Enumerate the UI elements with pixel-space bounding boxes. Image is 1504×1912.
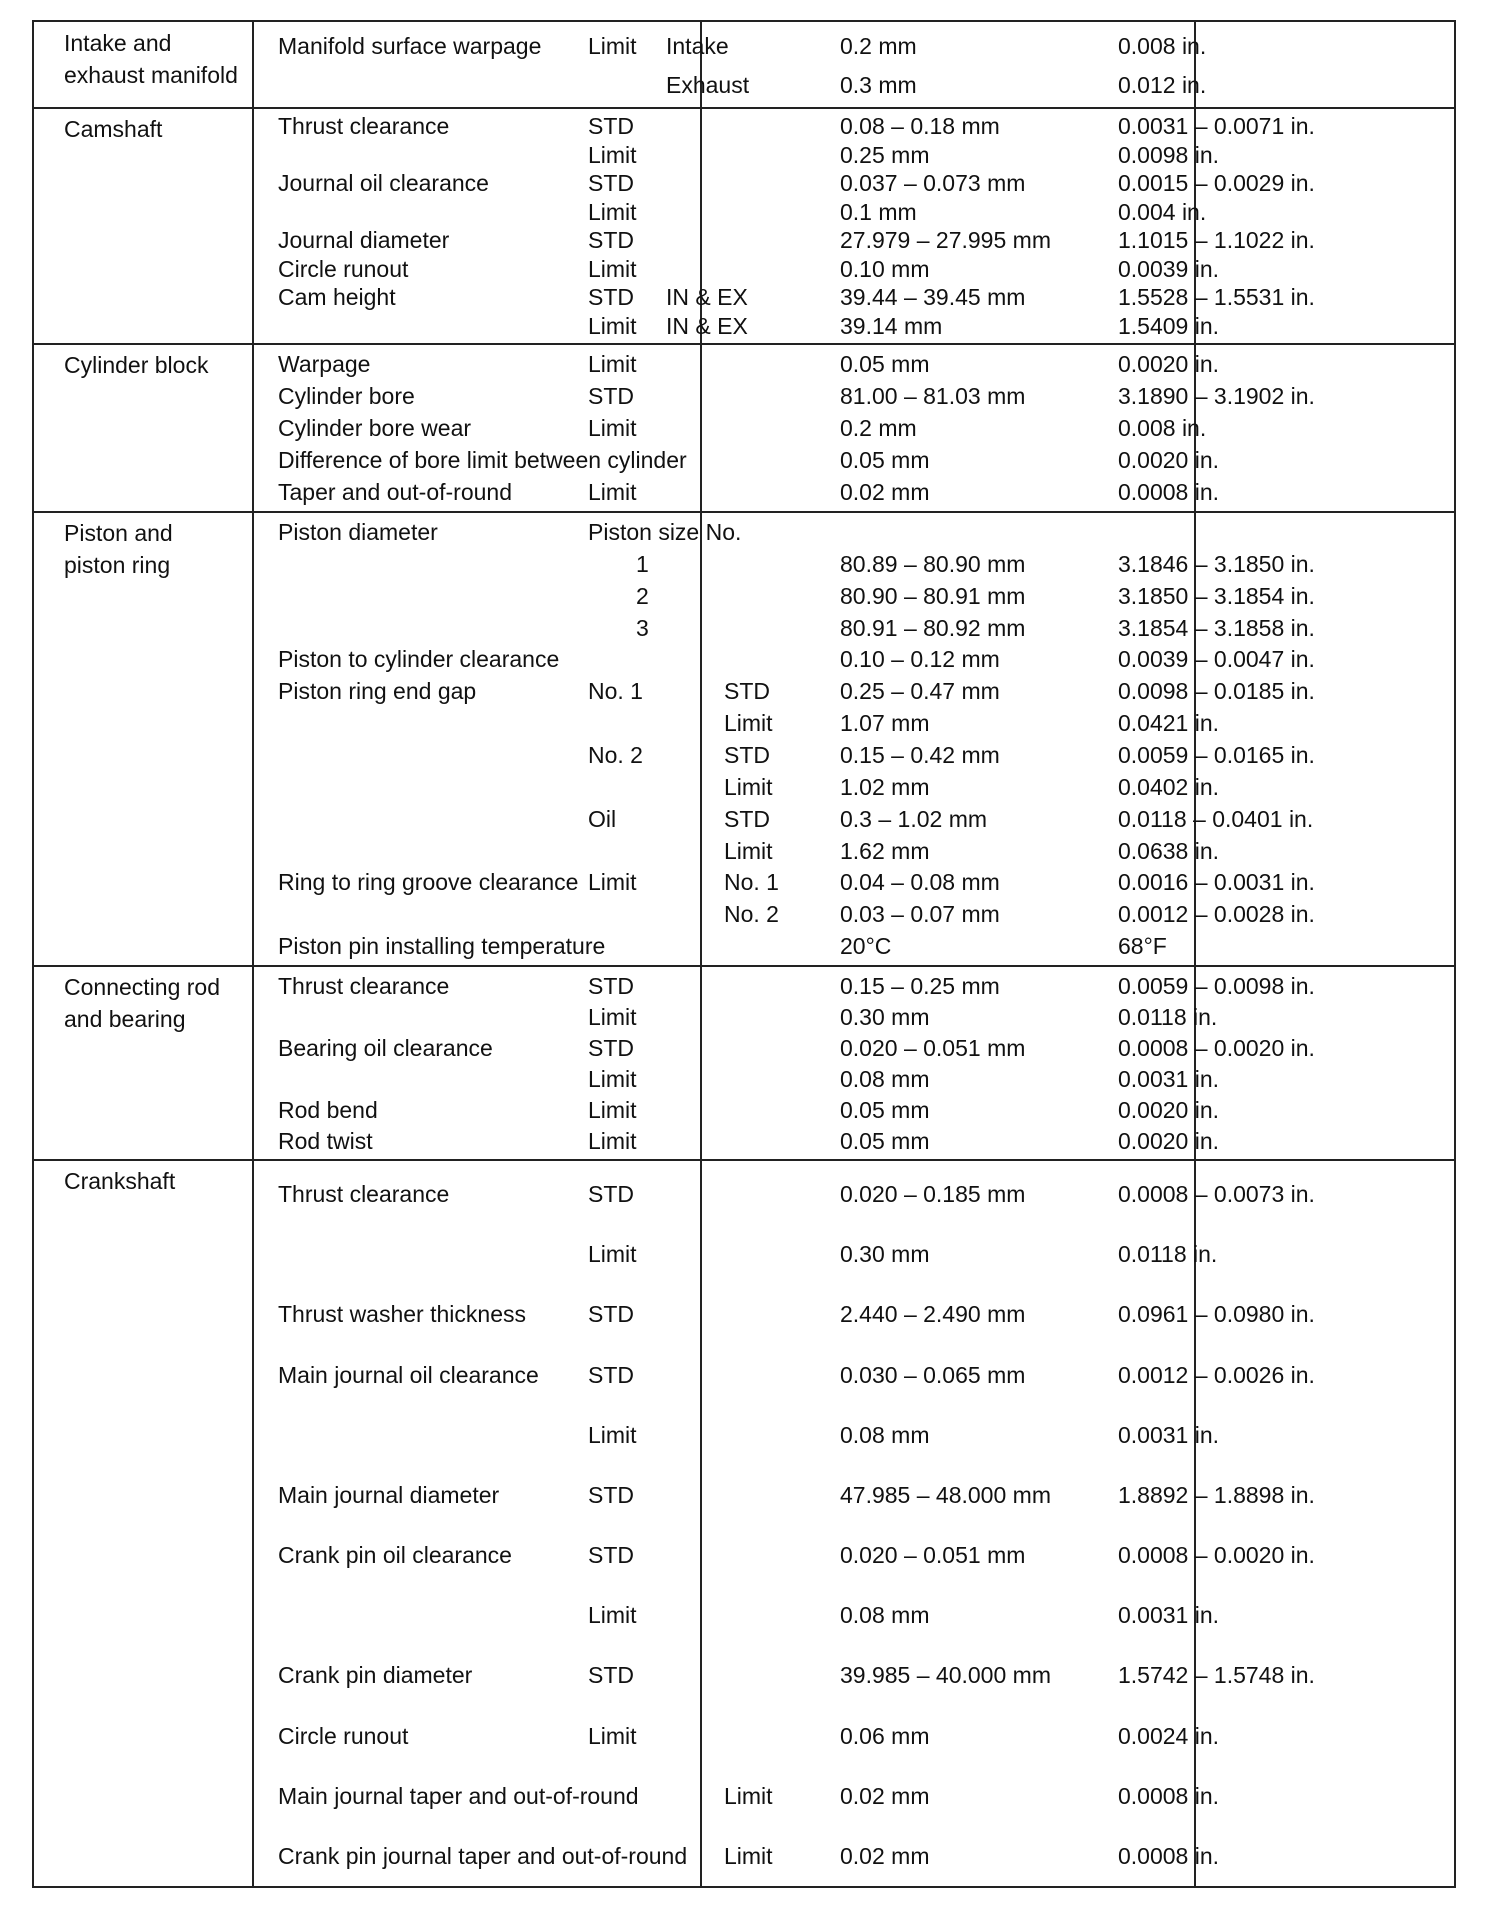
spec-cell-inch: 0.0008 – 0.0073 in. [1118, 1181, 1315, 1208]
spec-cell-c3: Limit [724, 710, 773, 737]
spec-cell-item: Journal diameter [278, 227, 450, 254]
spec-cell-mm: 0.02 mm [840, 479, 930, 505]
spec-cell-mm: 0.020 – 0.051 mm [840, 1542, 1026, 1569]
spec-cell-inch: 0.0118 in. [1118, 1241, 1218, 1268]
spec-cell-c1: No. 2 [588, 741, 643, 768]
spec-cell-item: Cam height [278, 284, 396, 311]
spec-cell-inch: 1.8892 – 1.8898 in. [1118, 1481, 1315, 1508]
spec-cell-inch: 0.0118 – 0.0401 in. [1118, 805, 1314, 832]
spec-cell-c1: Limit [588, 198, 637, 225]
spec-cell-inch: 0.0421 in. [1118, 710, 1220, 737]
spec-cell-c1: Limit [588, 479, 637, 505]
spec-cell-inch: 3.1890 – 3.1902 in. [1118, 383, 1315, 409]
spec-cell-c1: STD [588, 1542, 634, 1569]
spec-cell-mm: 0.02 mm [840, 1842, 930, 1869]
spec-cell-inch: 0.0098 in. [1118, 141, 1220, 168]
section-label: and bearing [64, 1006, 186, 1032]
spec-cell-item: Circle runout [278, 255, 409, 282]
spec-cell-c1: STD [588, 1481, 634, 1508]
spec-cell-inch: 1.5742 – 1.5748 in. [1118, 1662, 1315, 1689]
spec-cell-c1: Limit [588, 32, 637, 59]
spec-cell-mm: 0.03 – 0.07 mm [840, 901, 1000, 928]
spec-cell-c1: Piston size No. [588, 518, 742, 545]
spec-cell-mm: 0.15 – 0.42 mm [840, 741, 1000, 768]
section-divider [34, 965, 1454, 967]
spec-cell-item: Thrust clearance [278, 113, 450, 140]
spec-cell-c1: STD [588, 1034, 634, 1061]
spec-cell-inch: 0.0118 in. [1118, 1003, 1218, 1030]
spec-cell-c1: STD [588, 1662, 634, 1689]
spec-cell-inch: 0.0012 – 0.0026 in. [1118, 1361, 1315, 1388]
spec-cell-mm: 0.037 – 0.073 mm [840, 170, 1026, 197]
spec-cell-mm: 80.89 – 80.90 mm [840, 550, 1026, 577]
spec-cell-c1: Limit [588, 1127, 637, 1154]
spec-cell-c1: STD [588, 972, 634, 999]
spec-cell-inch: 0.0098 – 0.0185 in. [1118, 678, 1315, 705]
spec-cell-inch: 0.0039 – 0.0047 in. [1118, 646, 1315, 673]
spec-cell-c1: STD [588, 383, 634, 409]
spec-cell-mm: 80.91 – 80.92 mm [840, 614, 1026, 641]
spec-cell-mm: 81.00 – 81.03 mm [840, 383, 1026, 409]
section-divider [34, 1159, 1454, 1161]
spec-cell-mm: 0.05 mm [840, 447, 930, 473]
spec-cell-mm: 39.14 mm [840, 312, 943, 339]
spec-cell-mm: 0.02 mm [840, 1782, 930, 1809]
spec-cell-c1: Limit [588, 1003, 637, 1030]
spec-cell-inch: 1.1015 – 1.1022 in. [1118, 227, 1315, 254]
spec-cell-item: Cylinder bore wear [278, 415, 472, 441]
spec-cell-c2: Intake [666, 32, 729, 59]
spec-cell-inch: 0.012 in. [1118, 71, 1207, 98]
spec-cell-inch: 0.0008 in. [1118, 1782, 1220, 1809]
section-divider [34, 343, 1454, 345]
spec-cell-mm: 0.2 mm [840, 415, 917, 441]
spec-cell-inch: 0.0024 in. [1118, 1722, 1220, 1749]
spec-cell-inch: 0.0008 – 0.0020 in. [1118, 1542, 1315, 1569]
section-label: Crankshaft [64, 1168, 176, 1194]
spec-cell-mm: 0.05 mm [840, 1096, 930, 1123]
spec-cell-item: Manifold surface warpage [278, 32, 542, 59]
section-label: Camshaft [64, 116, 163, 142]
spec-cell-c1: STD [588, 1361, 634, 1388]
spec-cell-inch: 0.008 in. [1118, 415, 1207, 441]
spec-cell-mm: 1.07 mm [840, 710, 930, 737]
spec-cell-c1: Oil [588, 805, 617, 832]
spec-cell-c1: Limit [588, 869, 637, 896]
spec-cell-c1: STD [588, 1181, 634, 1208]
spec-cell-c2: Exhaust [666, 71, 750, 98]
spec-cell-item: Circle runout [278, 1722, 409, 1749]
spec-cell-item: Main journal oil clearance [278, 1361, 539, 1388]
spec-cell-inch: 0.004 in. [1118, 198, 1207, 225]
spec-cell-mm: 39.44 – 39.45 mm [840, 284, 1026, 311]
spec-cell-inch: 0.0031 in. [1118, 1065, 1220, 1092]
spec-cell-item: Thrust clearance [278, 1181, 450, 1208]
spec-cell-c1: STD [588, 284, 634, 311]
spec-cell-c1: Limit [588, 1065, 637, 1092]
spec-cell-c1: No. 1 [588, 678, 643, 705]
spec-cell-inch: 0.0020 in. [1118, 351, 1220, 377]
spec-cell-c3: No. 2 [724, 901, 779, 928]
section-divider [34, 511, 1454, 513]
spec-cell-c1: Limit [588, 312, 637, 339]
spec-cell-mm: 39.985 – 40.000 mm [840, 1662, 1051, 1689]
spec-cell-item: Piston diameter [278, 518, 438, 545]
spec-cell-c3: STD [724, 805, 770, 832]
spec-cell-item: Crank pin diameter [278, 1662, 473, 1689]
spec-cell-c1: Limit [588, 1602, 637, 1629]
spec-cell-inch: 1.5409 in. [1118, 312, 1220, 339]
spec-cell-item: Crank pin journal taper and out-of-round [278, 1842, 688, 1869]
spec-cell-inch: 3.1854 – 3.1858 in. [1118, 614, 1315, 641]
spec-cell-mm: 27.979 – 27.995 mm [840, 227, 1051, 254]
spec-cell-mm: 1.02 mm [840, 773, 930, 800]
spec-cell-inch: 0.0015 – 0.0029 in. [1118, 170, 1315, 197]
spec-cell-c1: 2 [636, 582, 649, 609]
spec-cell-c1: Limit [588, 1096, 637, 1123]
spec-cell-mm: 0.08 mm [840, 1602, 930, 1629]
spec-cell-item: Thrust washer thickness [278, 1301, 526, 1328]
spec-cell-inch: 0.0016 – 0.0031 in. [1118, 869, 1315, 896]
spec-cell-mm: 0.08 mm [840, 1421, 930, 1448]
spec-cell-mm: 0.25 – 0.47 mm [840, 678, 1000, 705]
spec-cell-c3: Limit [724, 773, 773, 800]
spec-cell-mm: 0.30 mm [840, 1003, 930, 1030]
spec-cell-item: Piston ring end gap [278, 678, 477, 705]
spec-cell-mm: 0.1 mm [840, 198, 917, 225]
spec-cell-mm: 0.05 mm [840, 351, 930, 377]
spec-cell-mm: 0.08 – 0.18 mm [840, 113, 1000, 140]
spec-cell-item: Piston pin installing temperature [278, 933, 606, 960]
section-label: piston ring [64, 552, 171, 578]
spec-cell-mm: 0.25 mm [840, 141, 930, 168]
spec-cell-item: Cylinder bore [278, 383, 415, 409]
spec-cell-item: Main journal taper and out-of-round [278, 1782, 639, 1809]
spec-cell-mm: 47.985 – 48.000 mm [840, 1481, 1051, 1508]
spec-cell-item: Rod twist [278, 1127, 373, 1154]
spec-cell-inch: 0.0008 – 0.0020 in. [1118, 1034, 1315, 1061]
spec-cell-inch: 0.0961 – 0.0980 in. [1118, 1301, 1315, 1328]
spec-cell-c3: STD [724, 678, 770, 705]
spec-cell-inch: 0.0008 in. [1118, 479, 1220, 505]
spec-cell-mm: 0.30 mm [840, 1241, 930, 1268]
spec-cell-item: Thrust clearance [278, 972, 450, 999]
section-label: Intake and [64, 30, 172, 56]
spec-cell-inch: 0.0020 in. [1118, 1096, 1220, 1123]
spec-cell-inch: 0.0638 in. [1118, 837, 1220, 864]
spec-cell-mm: 0.15 – 0.25 mm [840, 972, 1000, 999]
spec-cell-item: Journal oil clearance [278, 170, 489, 197]
spec-cell-c1: STD [588, 1301, 634, 1328]
spec-cell-c1: Limit [588, 255, 637, 282]
spec-cell-mm: 2.440 – 2.490 mm [840, 1301, 1026, 1328]
spec-cell-inch: 0.0059 – 0.0098 in. [1118, 972, 1315, 999]
spec-cell-c3: Limit [724, 837, 773, 864]
spec-cell-item: Difference of bore limit between cylinder [278, 447, 687, 473]
section-divider [34, 107, 1454, 109]
spec-cell-inch: 0.0012 – 0.0028 in. [1118, 901, 1315, 928]
spec-cell-mm: 0.10 mm [840, 255, 930, 282]
spec-cell-c1: Limit [588, 1241, 637, 1268]
spec-cell-mm: 80.90 – 80.91 mm [840, 582, 1026, 609]
spec-cell-inch: 0.0020 in. [1118, 447, 1220, 473]
spec-cell-inch: 0.008 in. [1118, 32, 1207, 59]
spec-cell-item: Main journal diameter [278, 1481, 500, 1508]
spec-cell-inch: 0.0031 – 0.0071 in. [1118, 113, 1315, 140]
spec-cell-item: Bearing oil clearance [278, 1034, 493, 1061]
spec-cell-inch: 0.0402 in. [1118, 773, 1220, 800]
spec-cell-item: Rod bend [278, 1096, 378, 1123]
spec-cell-inch: 3.1850 – 3.1854 in. [1118, 582, 1315, 609]
spec-cell-inch: 0.0031 in. [1118, 1602, 1220, 1629]
section-label: exhaust manifold [64, 62, 238, 88]
spec-cell-c1: Limit [588, 141, 637, 168]
spec-cell-item: Warpage [278, 351, 371, 377]
spec-cell-c2: IN & EX [666, 312, 748, 339]
spec-cell-c1: Limit [588, 415, 637, 441]
spec-cell-item: Taper and out-of-round [278, 479, 512, 505]
spec-cell-inch: 1.5528 – 1.5531 in. [1118, 284, 1315, 311]
spec-cell-c3: Limit [724, 1782, 773, 1809]
spec-cell-mm: 0.020 – 0.185 mm [840, 1181, 1026, 1208]
spec-cell-inch: 0.0039 in. [1118, 255, 1220, 282]
spec-cell-c1: 3 [636, 614, 649, 641]
spec-cell-inch: 0.0008 in. [1118, 1842, 1220, 1869]
spec-cell-item: Piston to cylinder clearance [278, 646, 560, 673]
spec-cell-mm: 0.020 – 0.051 mm [840, 1034, 1026, 1061]
column-divider [252, 22, 254, 1886]
spec-cell-mm: 20°C [840, 933, 892, 960]
specification-table [32, 20, 1456, 1888]
spec-cell-mm: 0.04 – 0.08 mm [840, 869, 1000, 896]
spec-cell-mm: 1.62 mm [840, 837, 930, 864]
spec-cell-inch: 68°F [1118, 933, 1167, 960]
spec-cell-inch: 0.0059 – 0.0165 in. [1118, 741, 1315, 768]
spec-cell-c3: STD [724, 741, 770, 768]
spec-cell-c3: Limit [724, 1842, 773, 1869]
spec-cell-mm: 0.10 – 0.12 mm [840, 646, 1000, 673]
spec-cell-c3: No. 1 [724, 869, 779, 896]
spec-cell-mm: 0.3 mm [840, 71, 917, 98]
spec-cell-inch: 0.0031 in. [1118, 1421, 1220, 1448]
spec-cell-c1: Limit [588, 1421, 637, 1448]
spec-cell-c1: 1 [636, 550, 649, 577]
spec-cell-mm: 0.08 mm [840, 1065, 930, 1092]
spec-cell-mm: 0.030 – 0.065 mm [840, 1361, 1026, 1388]
spec-cell-c1: STD [588, 113, 634, 140]
spec-cell-item: Ring to ring groove clearance [278, 869, 579, 896]
spec-cell-c1: STD [588, 170, 634, 197]
spec-cell-c1: Limit [588, 351, 637, 377]
spec-cell-inch: 0.0020 in. [1118, 1127, 1220, 1154]
spec-cell-mm: 0.3 – 1.02 mm [840, 805, 988, 832]
spec-cell-mm: 0.05 mm [840, 1127, 930, 1154]
section-label: Piston and [64, 520, 173, 546]
section-label: Connecting rod [64, 974, 220, 1000]
section-label: Cylinder block [64, 352, 209, 378]
spec-cell-c1: STD [588, 227, 634, 254]
spec-cell-mm: 0.2 mm [840, 32, 917, 59]
spec-cell-c1: Limit [588, 1722, 637, 1749]
spec-cell-c2: IN & EX [666, 284, 748, 311]
spec-cell-inch: 3.1846 – 3.1850 in. [1118, 550, 1315, 577]
spec-cell-item: Crank pin oil clearance [278, 1542, 512, 1569]
spec-cell-mm: 0.06 mm [840, 1722, 930, 1749]
